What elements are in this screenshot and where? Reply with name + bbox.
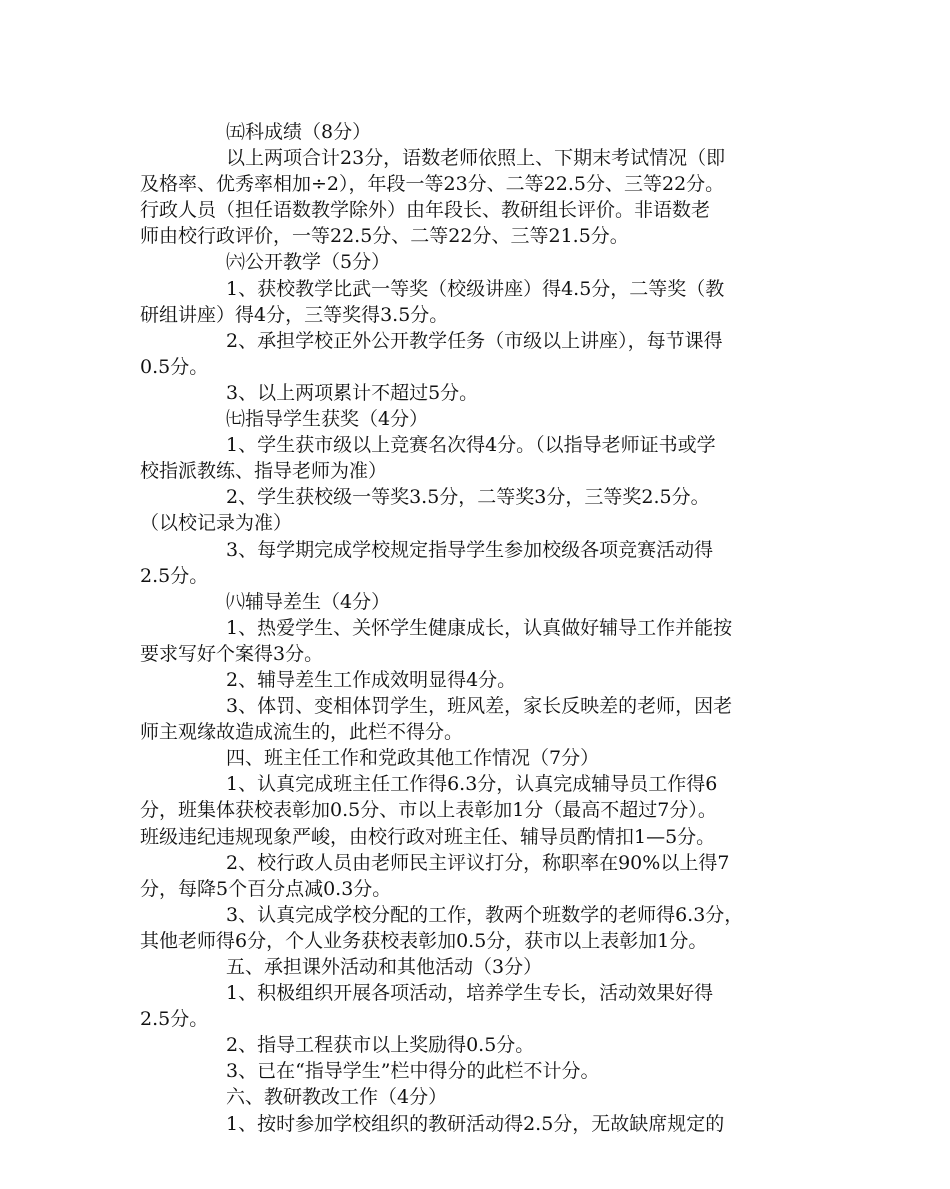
text-line: 3、体罚、变相体罚学生，班风差，家长反映差的老师，因老	[226, 695, 733, 718]
text-line: 研组讲座）得4分，三等奖得3.5分。	[140, 303, 449, 326]
text-line: 2、学生获校级一等奖3.5分，二等奖3分，三等奖2.5分。	[226, 486, 710, 509]
text-line: 1、认真完成班主任工作得6.3分，认真完成辅导员工作得6	[226, 773, 718, 796]
text-line: 以上两项合计23分，语数老师依照上、下期末考试情况（即	[226, 147, 726, 170]
text-line: 1、按时参加学校组织的教研活动得2.5分，无故缺席规定的	[226, 1112, 725, 1135]
text-line: 师主观缘故造成流生的，此栏不得分。	[140, 721, 464, 744]
text-line: （以校记录为准）	[140, 512, 293, 535]
text-line: 行政人员（担任语数教学除外）由年段长、教研组长评价。非语数老	[140, 199, 711, 222]
text-line: 四、班主任工作和党政其他工作情况（7分）	[226, 747, 600, 770]
text-line: 校指派教练、指导老师为准）	[140, 460, 388, 483]
text-line: ㈦指导学生获奖（4分）	[226, 408, 429, 431]
text-line: 分，班集体获校表彰加0.5分、市以上表彰加1分（最高不超过7分）。	[140, 799, 717, 822]
text-line: 及格率、优秀率相加÷2），年段一等23分、二等22.5分、三等22分。	[140, 173, 725, 196]
text-line: 2、承担学校正外公开教学任务（市级以上讲座），每节课得	[226, 329, 723, 352]
text-line: 3、已在“指导学生”栏中得分的此栏不计分。	[226, 1060, 600, 1083]
text-line: ㈥公开教学（5分）	[226, 251, 391, 274]
text-line: 1、获校教学比武一等奖（校级讲座）得4.5分，二等奖（教	[226, 277, 725, 300]
text-line: 1、热爱学生、关怀学生健康成长，认真做好辅导工作并能按	[226, 616, 733, 639]
text-line: 1、积极组织开展各项活动，培养学生专长，活动效果好得	[226, 982, 714, 1005]
text-line: 分，每降5个百分点减0.3分。	[140, 877, 392, 900]
text-line: 班级违纪违规现象严峻，由校行政对班主任、辅导员酌情扣1—5分。	[140, 825, 716, 848]
text-line: 3、以上两项累计不超过5分。	[226, 381, 479, 404]
text-line: 要求写好个案得3分。	[140, 642, 324, 665]
text-line: 2.5分。	[140, 1008, 209, 1031]
text-line: 其他老师得6分，个人业务获校表彰加0.5分，获市以上表彰加1分。	[140, 929, 708, 952]
text-line: 六、教研教改工作（4分）	[226, 1086, 448, 1109]
text-line: ㈧辅导差生（4分）	[226, 590, 391, 613]
document-body	[140, 119, 820, 1137]
text-line: 3、认真完成学校分配的工作，教两个班数学的老师得6.3分，	[226, 903, 744, 926]
text-line: ㈤科成绩（8分）	[226, 121, 372, 143]
text-line: 2、辅导差生工作成效明显得4分。	[226, 668, 517, 691]
text-line: 师由校行政评价，一等22.5分、二等22分、三等21.5分。	[140, 225, 629, 248]
text-line: 五、承担课外活动和其他活动（3分）	[226, 956, 543, 978]
text-line: 2、校行政人员由老师民主评议打分，称职率在90%以上得7	[226, 851, 730, 874]
text-line: 0.5分。	[140, 355, 209, 378]
text-line: 1、学生获市级以上竞赛名次得4分。（以指导老师证书或学	[226, 434, 716, 457]
text-line: 2.5分。	[140, 564, 209, 587]
text-line: 2、指导工程获市以上奖励得0.5分。	[226, 1034, 535, 1057]
text-line: 3、每学期完成学校规定指导学生参加校级各项竞赛活动得	[226, 538, 714, 561]
